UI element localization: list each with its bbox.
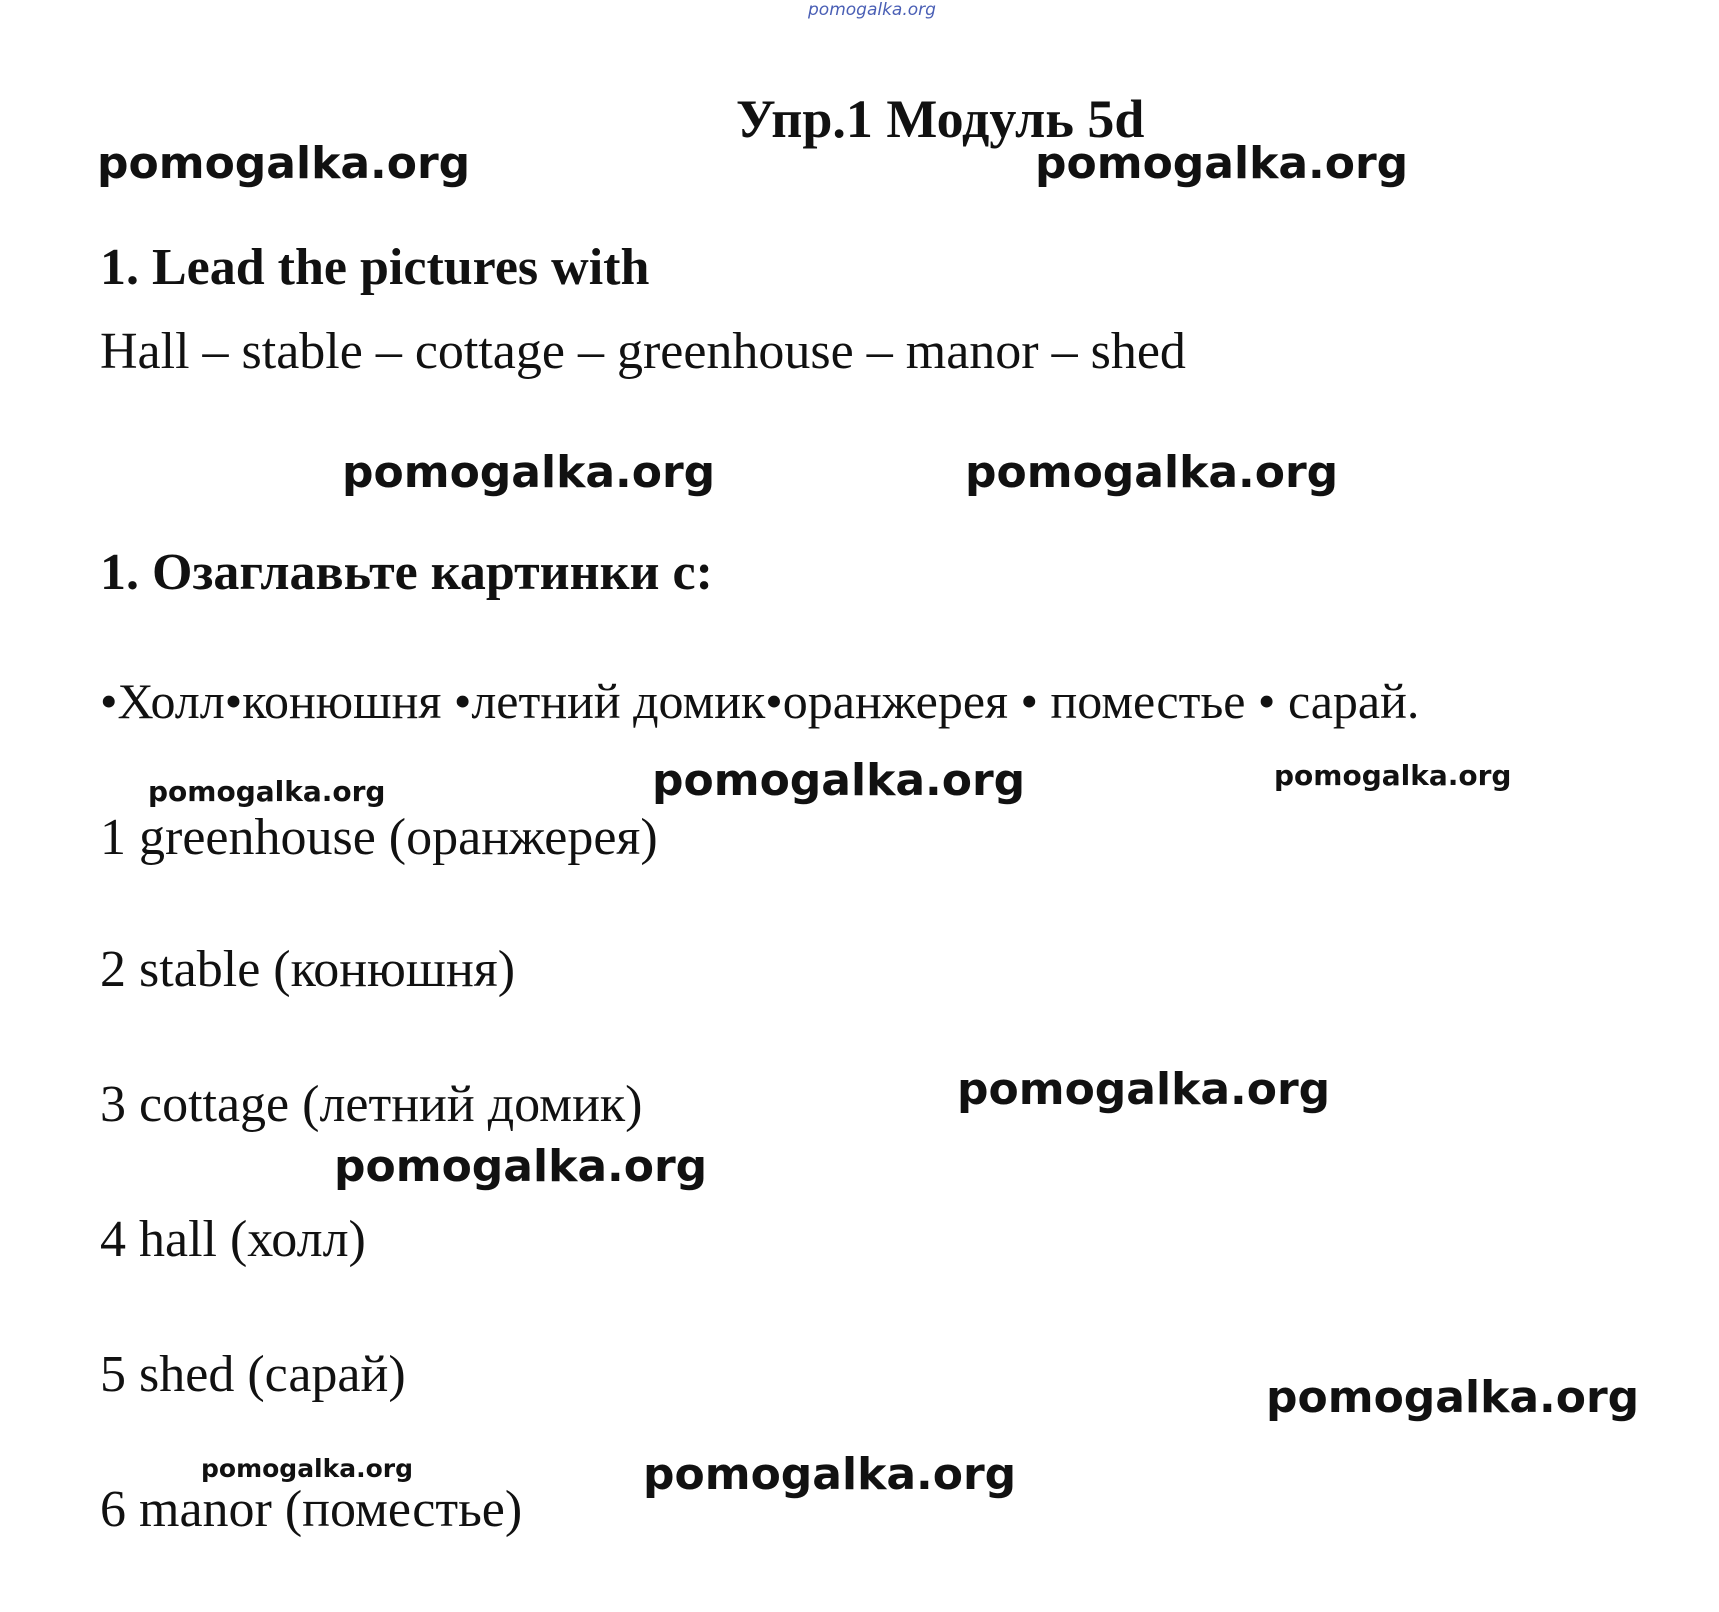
watermark: pomogalka.org	[342, 447, 716, 498]
watermark: pomogalka.org	[148, 775, 386, 808]
watermark: pomogalka.org	[1274, 759, 1512, 792]
watermark: pomogalka.org	[97, 138, 471, 189]
watermark: pomogalka.org	[201, 1454, 414, 1483]
watermark: pomogalka.org	[652, 755, 1026, 806]
answer-item: 4 hall (холл)	[100, 1211, 366, 1268]
exercise-heading-ru: 1. Озаглавьте картинки с:	[100, 544, 713, 601]
word-list-ru: •Холл•конюшня •летний домик•оранжерея • поместье • сарай.	[100, 673, 1420, 729]
word-list-en: Hall – stable – cottage – greenhouse – manor – shed	[100, 323, 1186, 380]
answer-item: 2 stable (конюшня)	[100, 941, 516, 998]
page-title: Упр.1 Модуль 5d	[736, 89, 1145, 149]
answer-item: 5 shed (сарай)	[100, 1346, 406, 1403]
watermark-top: pomogalka.org	[808, 0, 936, 20]
watermark: pomogalka.org	[965, 447, 1339, 498]
answer-item: 3 cottage (летний домик)	[100, 1076, 643, 1133]
watermark: pomogalka.org	[1266, 1372, 1640, 1423]
watermark: pomogalka.org	[957, 1064, 1331, 1115]
watermark: pomogalka.org	[643, 1449, 1017, 1500]
answer-item: 6 manor (поместье)	[100, 1481, 523, 1538]
watermark: pomogalka.org	[334, 1141, 708, 1192]
exercise-heading-en: 1. Lead the pictures with	[100, 239, 650, 296]
watermark: pomogalka.org	[1035, 138, 1409, 189]
answer-item: 1 greenhouse (оранжерея)	[100, 809, 658, 866]
